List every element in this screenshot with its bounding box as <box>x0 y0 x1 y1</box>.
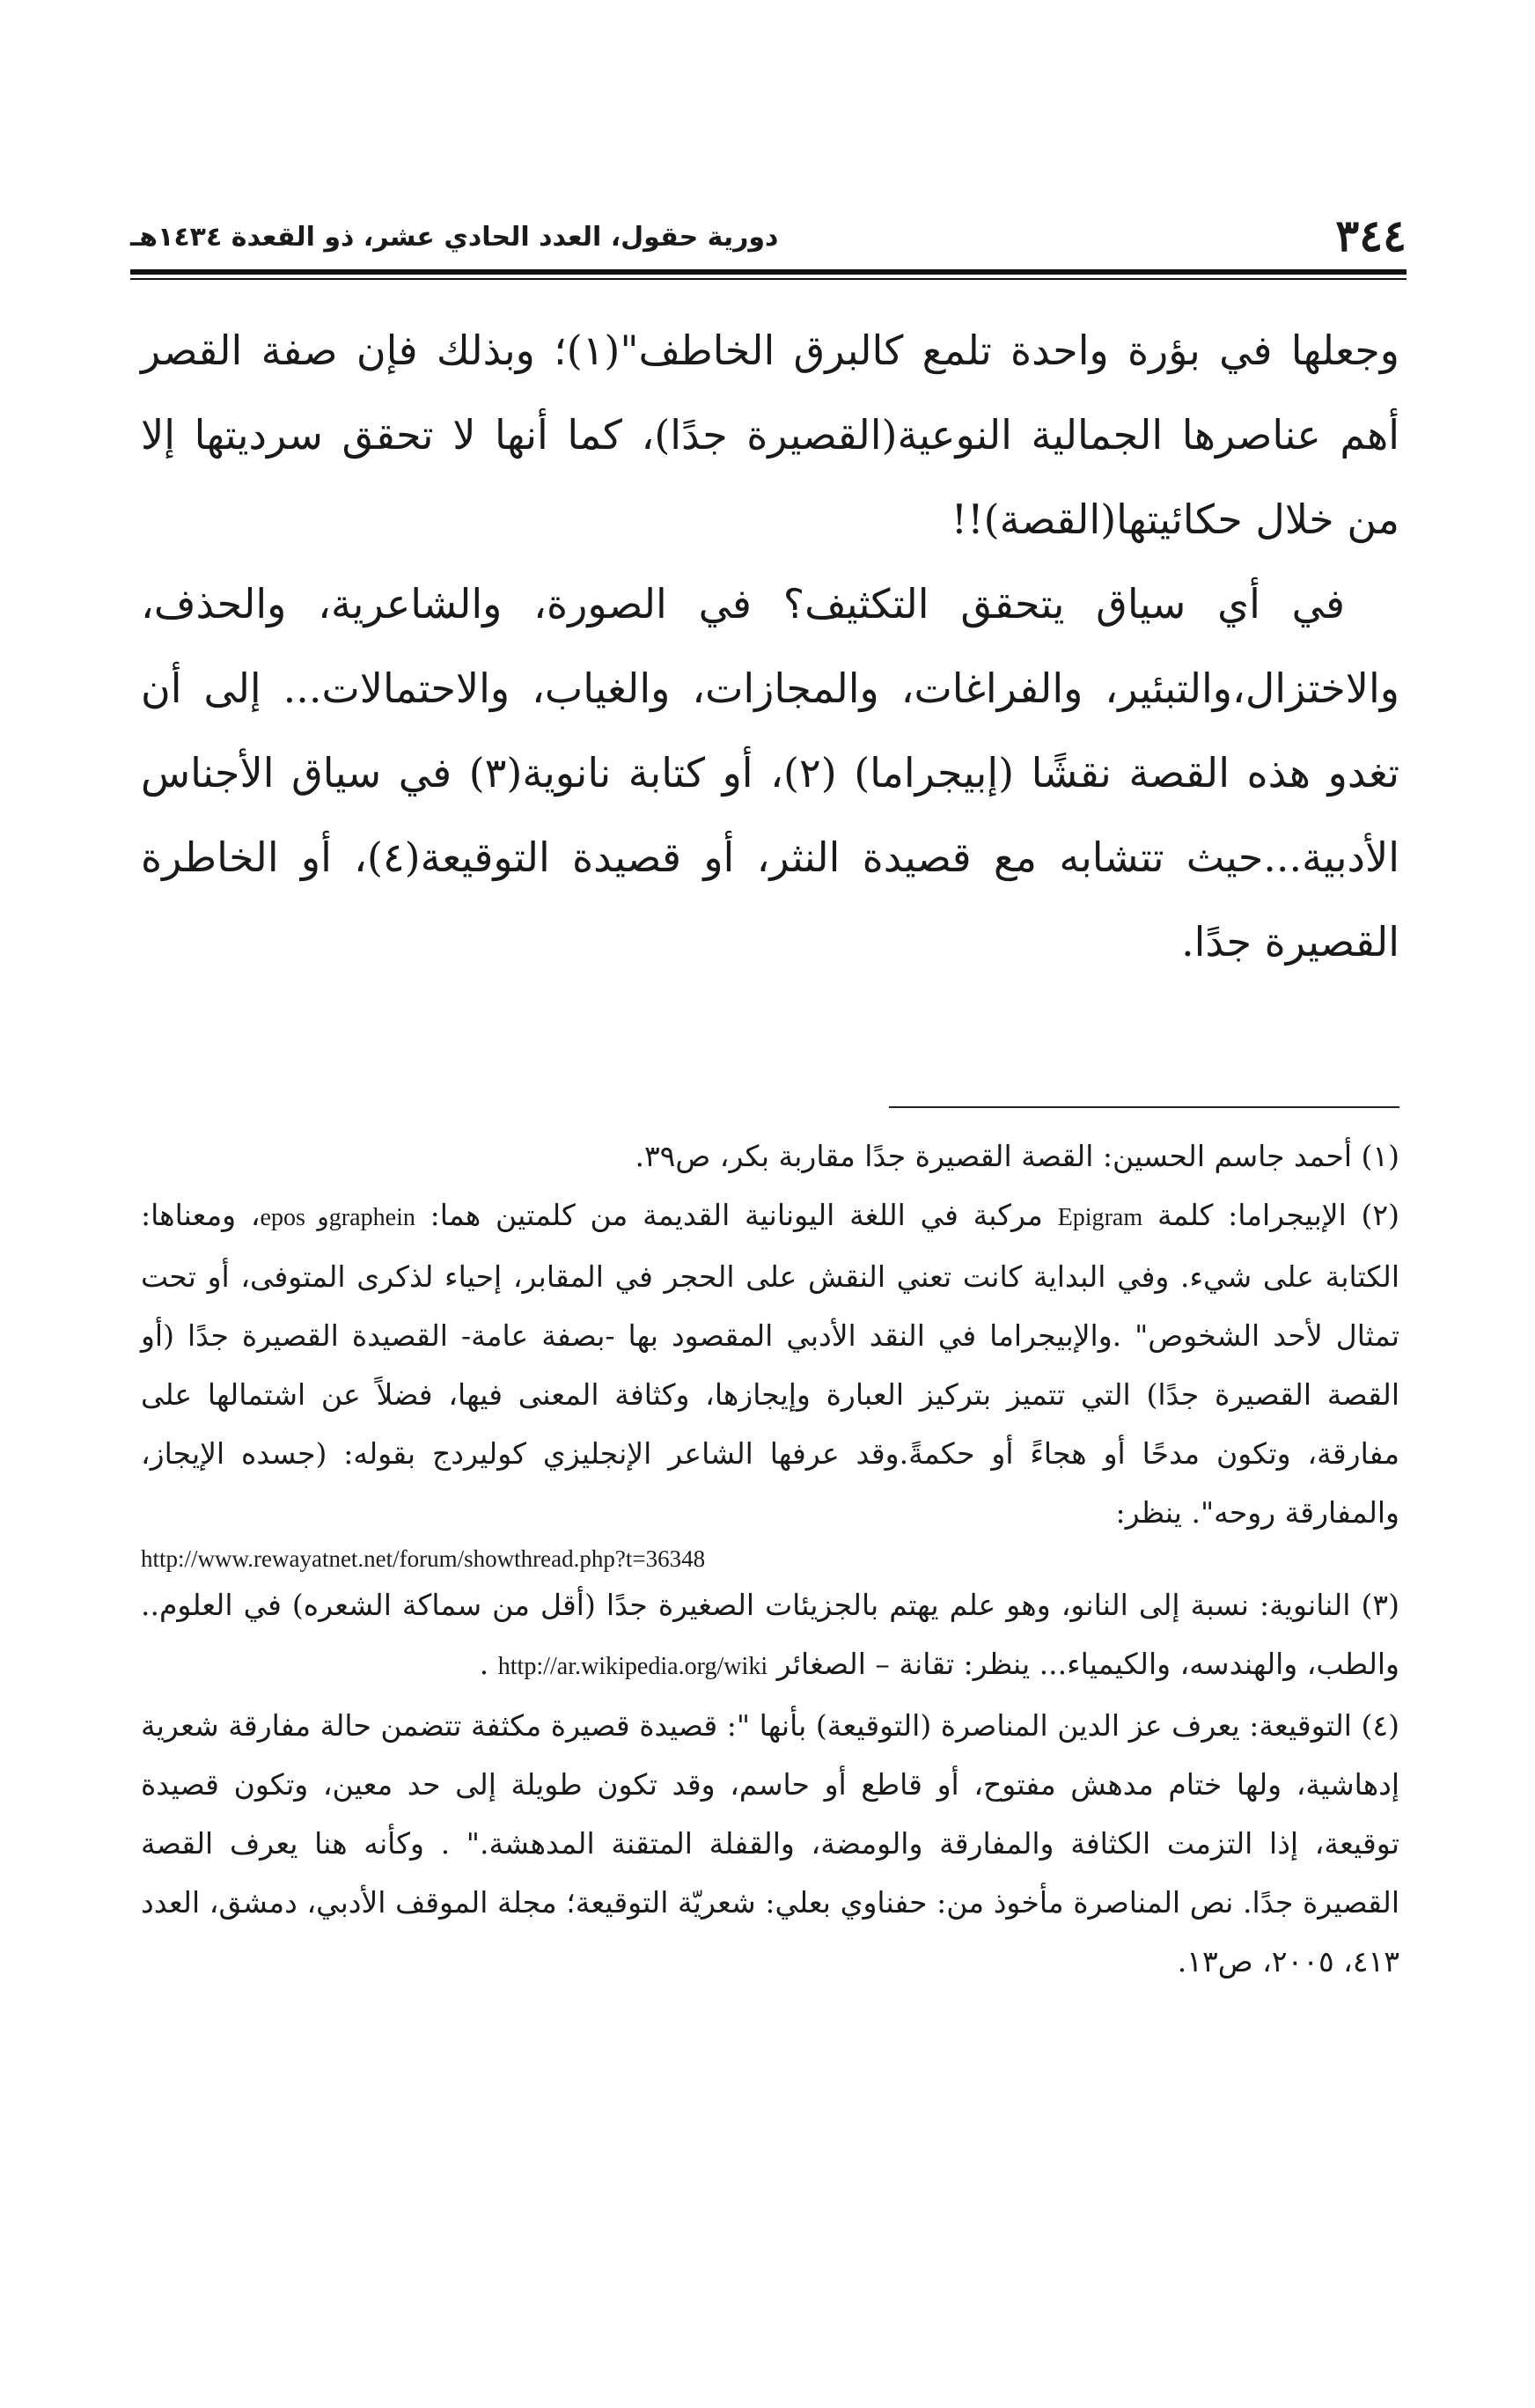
footnote-3 <box>141 1575 1399 1696</box>
footnote-3-end: . <box>479 1647 489 1681</box>
footnote-1: (١) أحمد جاسم الحسين: القصة القصيرة جدًا مقاربة بكر، ص٣٩. <box>635 1139 1399 1173</box>
footnote-2-term: Epigram <box>1057 1204 1143 1231</box>
page-number: ٣٤٤ <box>1335 209 1406 261</box>
footnote-separator <box>889 1106 1399 1108</box>
paragraph-1: وجعلها في بؤرة واحدة تلمع كالبرق الخاطف"(١)؛ وبذلك فإن صفة القصر أهم عناصرها الجمالية النوعية(القصيرة جدًا)، كما أنها لا تحقق سرديتها إلا من خلال حكائيتها(القصة)!! <box>141 327 1399 543</box>
footnote-3-text: (٣) النانوية: نسبة إلى النانو، وهو علم يهتم بالجزيئات الصغيرة جدًا (أقل من سماكة الشعره) في العلوم.. والطب، والهندسه، والكيمياء... ينظر: تقانة – الصغائر <box>141 1588 1399 1681</box>
footnote-2 <box>141 1186 1399 1542</box>
footnote-2-mid: مركبة في اللغة اليونانية القديمة من كلمتين هما: <box>430 1198 1043 1232</box>
footnote-3-url[interactable]: http://ar.wikipedia.org/wiki <box>497 1653 768 1680</box>
page-header <box>130 209 1406 262</box>
footnote-2-rest: ، ومعناها: الكتابة على شيء. وفي البداية كانت تعني النقش على الحجر في المقابر، إحياء لذكرى المتوفى، أو تحت تمثال لأحد الشخوص" .والإبيجراما في النقد الأدبي المقصود بها -بصفة عامة- القصيدة القصيرة جدًا (أو القصة القصيرة جدًا) التي تتميز بتركيز العبارة وإيجازها، وكثافة المعنى فيها، فضلاً عن اشتمالها على مفارقة، وتكون مدحًا أو هجاءً أو حكمةً.وقد عرفها الشاعر الإنجليزي كوليردج بقوله: (جسده الإيجاز، والمفارقة روحه". ينظر: <box>141 1198 1399 1530</box>
footnote-2-lead: (٢) الإبيجراما: كلمة <box>1157 1198 1399 1232</box>
main-text <box>141 308 1399 984</box>
header-rule-thin <box>130 278 1406 280</box>
running-head: دورية حقول، العدد الحادي عشر، ذو القعدة ١٤٣٤هـ <box>130 222 779 253</box>
footnote-2-words: epos وgraphein <box>260 1204 415 1231</box>
paragraph-2: في أي سياق يتحقق التكثيف؟ في الصورة، والشاعرية، والحذف، والاختزال،والتبئير، والفراغات، والمجازات، والغياب، والاحتمالات... إلى أن تغدو هذه القصة نقشًا (إبيجراما) (٢)، أو كتابة نانوية(٣) في سياق الأجناس الأدبية...حيث تتشابه مع قصيدة النثر، أو قصيدة التوقيعة(٤)، أو الخاطرة القصيرة جدًا. <box>141 580 1399 965</box>
header-rule-thick <box>130 269 1406 275</box>
footnotes <box>141 1127 1399 1991</box>
footnote-4: (٤) التوقيعة: يعرف عز الدين المناصرة (التوقيعة) بأنها ": قصيدة قصيرة مكثفة تتضمن حالة مفارقة شعرية إدهاشية، ولها ختام مدهش مفتوح، أو قاطع أو حاسم، وقد تكون طويلة إلى حد معين، وتكون قصيدة توقيعة، إذا التزمت الكثافة والمفارقة والومضة، والقفلة المتقنة المدهشة." . وكأنه هنا يعرف القصة القصيرة جدًا. نص المناصرة مأخوذ من: حفناوي بعلي: شعريّة التوقيعة؛ مجلة الموقف الأدبي، دمشق، العدد ٤١٣، ٢٠٠٥، ص١٣. <box>141 1708 1399 1979</box>
footnote-2-url[interactable]: http://www.rewayatnet.net/forum/showthread.php?t=36348 <box>141 1545 706 1572</box>
